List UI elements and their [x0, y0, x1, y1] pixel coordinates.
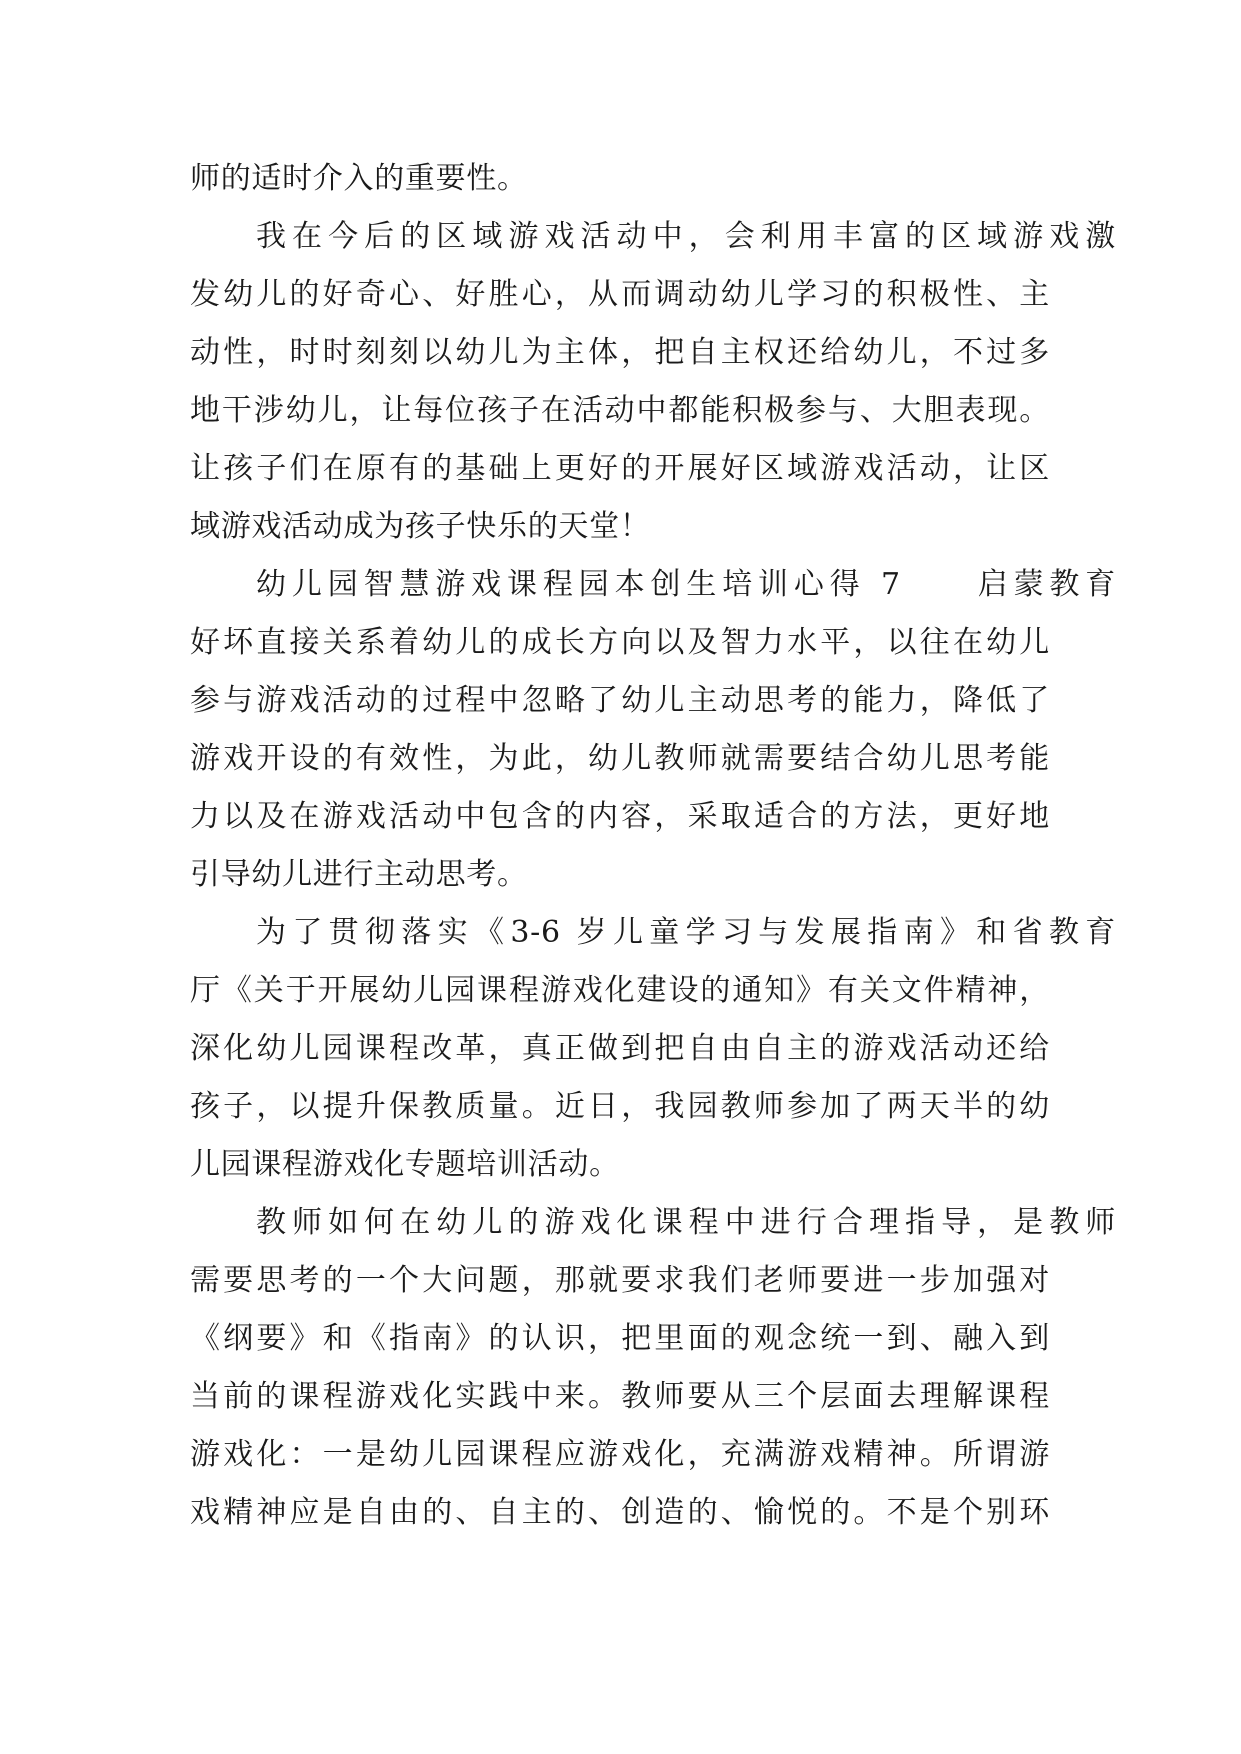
text-line: 厅《关于开展幼儿园课程游戏化建设的通知》有关文件精神，	[190, 973, 1050, 1008]
text-line: 动性，时时刻刻以幼儿为主体，把自主权还给幼儿，不过多	[190, 335, 1050, 370]
text-line: 参与游戏活动的过程中忽略了幼儿主动思考的能力，降低了	[190, 683, 1050, 718]
document-page	[190, 150, 1116, 1710]
text-line: 引导幼儿进行主动思考。	[190, 857, 528, 892]
paragraph-first-line: 为了贯彻落实《3-6 岁儿童学习与发展指南》和省教育	[256, 915, 1116, 950]
text-line: 《纲要》和《指南》的认识，把里面的观念统一到、融入到	[190, 1321, 1050, 1356]
text-line: 深化幼儿园课程改革，真正做到把自由自主的游戏活动还给	[190, 1031, 1050, 1066]
text-line: 域游戏活动成为孩子快乐的天堂！	[190, 509, 651, 544]
text-line: 好坏直接关系着幼儿的成长方向以及智力水平，以往在幼儿	[190, 625, 1050, 660]
text-line: 儿园课程游戏化专题培训活动。	[190, 1147, 620, 1182]
text-line: 让孩子们在原有的基础上更好的开展好区域游戏活动，让区	[190, 451, 1050, 486]
paragraph-first-line: 幼儿园智慧游戏课程园本创生培训心得 7 启蒙教育	[256, 567, 1116, 602]
text-line: 戏精神应是自由的、自主的、创造的、愉悦的。不是个别环	[190, 1495, 1050, 1530]
text-line: 当前的课程游戏化实践中来。教师要从三个层面去理解课程	[190, 1379, 1050, 1414]
text-line: 需要思考的一个大问题，那就要求我们老师要进一步加强对	[190, 1263, 1050, 1298]
paragraph-first-line: 我在今后的区域游戏活动中，会利用丰富的区域游戏激	[256, 219, 1116, 254]
text-line: 发幼儿的好奇心、好胜心，从而调动幼儿学习的积极性、主	[190, 277, 1050, 312]
text-line: 力以及在游戏活动中包含的内容，采取适合的方法，更好地	[190, 799, 1050, 834]
text-line: 游戏开设的有效性，为此，幼儿教师就需要结合幼儿思考能	[190, 741, 1050, 776]
text-line: 师的适时介入的重要性。	[190, 161, 528, 196]
text-line: 孩子，以提升保教质量。近日，我园教师参加了两天半的幼	[190, 1089, 1050, 1124]
text-line: 游戏化：一是幼儿园课程应游戏化，充满游戏精神。所谓游	[190, 1437, 1050, 1472]
text-line: 地干涉幼儿，让每位孩子在活动中都能积极参与、大胆表现。	[190, 393, 1050, 428]
paragraph-first-line: 教师如何在幼儿的游戏化课程中进行合理指导，是教师	[256, 1205, 1116, 1240]
